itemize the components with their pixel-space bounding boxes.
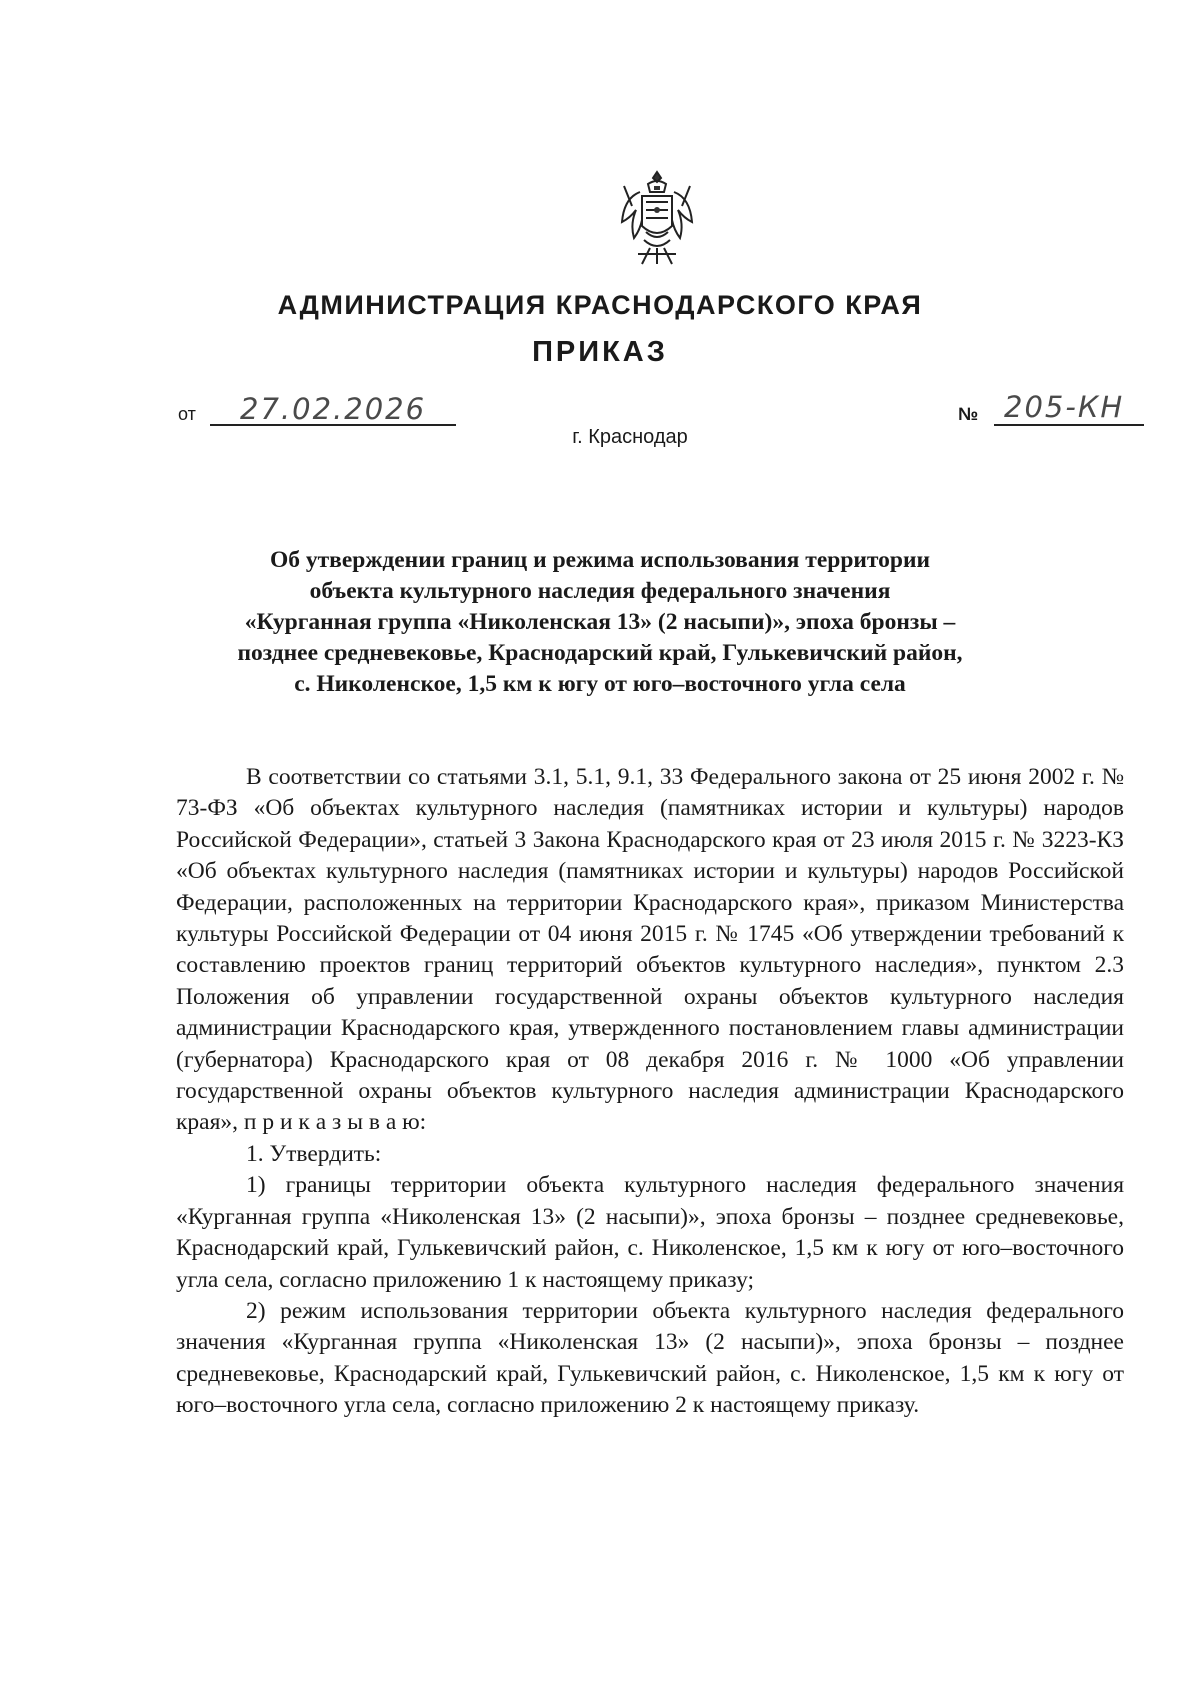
handwritten-date: 27.02.2026 (240, 392, 427, 426)
document-title (150, 545, 1050, 700)
organization-name: АДМИНИСТРАЦИЯ КРАСНОДАРСКОГО КРАЯ (277, 290, 923, 320)
preamble-paragraph: В соответствии со статьями 3.1, 5.1, 9.1, 33 Федерального закона от 25 июня 2002 г. № 73-ФЗ «Об объектах культурного наследия (памятниках истории и культуры) народов Российской Федерации», статьей 3 Закона Краснодарского края от 23 июля 2015 г. № 3223-КЗ «Об объектах культурного наследия (памятниках истории и культуры) народов Российской Федерации, расположенных на территории Краснодарского края», приказом Министерства культуры Российской Федерации от 04 июня 2015 г. № 1745 «Об утверждении требований к составлению проектов границ территорий объектов культурного наследия», пунктом 2.3 Положения об управлении государственной охраны объектов культурного наследия администрации Краснодарского края, утвержденного постановлением главы администрации (губернатора) Краснодарского края от 08 декабря 2016 г. № 1000 «Об управлении государственной охраны объектов культурного наследия администрации Краснодарского края», п р и к а з ы в а ю: (176, 764, 1124, 1136)
city: г. Краснодар (572, 426, 688, 448)
title-line: с. Николенское, 1,5 км к югу от юго–восточного угла села (294, 671, 906, 697)
item-1-2: 2) режим использования территории объекта культурного наследия федерального значения «Курганная группа «Николенская 13» (2 насыпи)», эпоха бронзы – позднее средневековье, Краснодарский край, Гулькевичский район, с. Николенское, 1,5 км к югу от юго–восточного угла села, согласно приложению 2 к настоящему приказу. (176, 1297, 1124, 1419)
date-label: от (178, 404, 196, 424)
item-1: 1. Утвердить: (246, 1140, 382, 1167)
number-label: № (958, 404, 979, 424)
handwritten-number: 205-КН (1004, 390, 1125, 424)
title-line: Об утверждении границ и режима использования территории (269, 547, 931, 573)
document-body (176, 762, 1124, 1422)
title-line: позднее средневековье, Краснодарский край, Гулькевичский район, (237, 640, 963, 666)
document-type: ПРИКАЗ (532, 336, 668, 368)
title-line: объекта культурного наследия федерального значения (309, 578, 891, 604)
title-line: «Курганная группа «Николенская 13» (2 насыпи)», эпоха бронзы – (244, 609, 956, 635)
item-1-1: 1) границы территории объекта культурного наследия федерального значения «Курганная группа «Николенская 13» (2 насыпи)», эпоха бронзы – позднее средневековье, Краснодарский край, Гулькевичский район, с. Николенское, 1,5 км к югу от юго–восточного угла села, согласно приложению 1 к настоящему приказу; (176, 1172, 1124, 1293)
coat-of-arms-icon (618, 170, 696, 266)
